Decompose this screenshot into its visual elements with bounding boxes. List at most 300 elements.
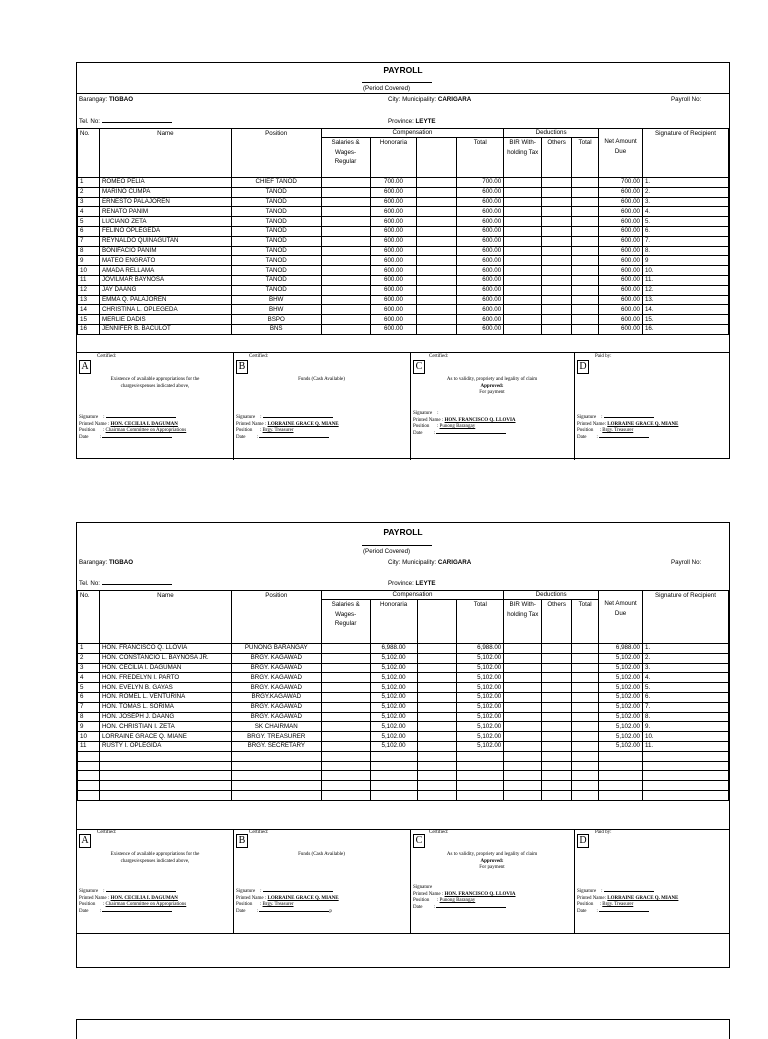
- cell-honoraria: 5,102.00: [370, 712, 417, 722]
- cell-position: BRGY. KAGAWAD: [231, 653, 321, 663]
- cell-name: HON. ROMEL L. VENTURINA: [99, 692, 231, 702]
- payroll-title: PAYROLL: [383, 65, 423, 75]
- cell-honoraria: 600.00: [370, 295, 417, 305]
- cell-net: 5,102.00: [599, 692, 643, 702]
- cell-sig: 3.: [642, 197, 728, 207]
- cell-sig: 4.: [643, 673, 729, 683]
- cell-name: HON. TOMAS L. SORIMA: [99, 702, 231, 712]
- city-row: City: Municipality: CARIGARA: [388, 559, 472, 566]
- cell-position: BHW: [231, 305, 321, 315]
- cell-total: 5,102.00: [457, 702, 504, 712]
- col-name: Name: [99, 591, 231, 644]
- cell-total: 600.00: [457, 324, 504, 334]
- table-row: [78, 653, 729, 663]
- cell-total: 600.00: [457, 305, 504, 315]
- tel-row: Tel. No:: [79, 580, 172, 587]
- cell-sig: 10.: [642, 266, 728, 276]
- empty-row: [78, 790, 729, 800]
- cell-net: 5,102.00: [599, 741, 643, 751]
- period-blank: [362, 545, 432, 546]
- table-row: [78, 712, 729, 722]
- col-ded-total: Total: [572, 138, 599, 178]
- table-row: [78, 644, 729, 654]
- cell-net: 5,102.00: [599, 663, 643, 673]
- col-no: No.: [78, 129, 100, 178]
- cell-net: 600.00: [599, 285, 643, 295]
- table-row: [78, 275, 729, 285]
- cert-box-d: D: [577, 834, 589, 848]
- cell-total: 600.00: [457, 295, 504, 305]
- table-row: [78, 217, 729, 227]
- cell-honoraria: 600.00: [370, 275, 417, 285]
- payroll-title: PAYROLL: [383, 527, 423, 537]
- col-bir: BIR With- holding Tax: [504, 600, 542, 644]
- col-compensation: Compensation: [321, 129, 504, 138]
- col-honoraria: Honoraria: [370, 600, 417, 644]
- cell-position: TANOD: [231, 207, 321, 217]
- city-value: CARIGARA: [437, 96, 472, 103]
- cell-total: 600.00: [457, 197, 504, 207]
- cell-honoraria: 5,102.00: [370, 741, 417, 751]
- tel-blank: [102, 122, 172, 123]
- payroll-table-1: [77, 128, 729, 335]
- cert-b-fields: Signature : Printed Name : LORRAINE GRACE Q. MIANE Position : Brgy. Treasurer Date :: [236, 415, 339, 440]
- cert-box-c: C: [413, 834, 425, 848]
- table-row: [78, 285, 729, 295]
- empty-row: [78, 751, 729, 761]
- cell-sig: 15.: [642, 315, 728, 325]
- empty-row: [78, 781, 729, 791]
- cell-no: 4: [78, 207, 100, 217]
- payroll-sheet-2: [76, 522, 730, 968]
- cell-sig: 1.: [643, 644, 729, 654]
- col-net: Net Amount Due: [599, 591, 643, 644]
- cell-position: TANOD: [231, 187, 321, 197]
- cell-net: 600.00: [599, 226, 643, 236]
- cell-position: BHW: [231, 295, 321, 305]
- cell-position: BRGY. KAGAWAD: [231, 712, 321, 722]
- cell-name: JAY DAANG: [99, 285, 231, 295]
- cell-position: TANOD: [231, 226, 321, 236]
- cell-honoraria: 600.00: [370, 187, 417, 197]
- cell-no: 12: [78, 285, 100, 295]
- cert-a-fields: Signature : Printed Name : HON. CECILIA I. DAGUMAN Position : Chairman Committee on Appropriations Date :: [79, 415, 187, 440]
- table-row: [78, 305, 729, 315]
- cell-honoraria: 5,102.00: [370, 663, 417, 673]
- cell-total: 5,102.00: [457, 712, 504, 722]
- cell-no: 13: [78, 295, 100, 305]
- cell-net: 600.00: [599, 256, 643, 266]
- payroll-table-2: [77, 590, 729, 801]
- cell-total: 5,102.00: [457, 741, 504, 751]
- table-row: [78, 663, 729, 673]
- cell-position: BRGY. KAGAWAD: [231, 702, 321, 712]
- col-salaries: Salaries & Wages- Regular: [321, 600, 370, 644]
- city-value: CARIGARA: [437, 559, 472, 566]
- table-row: [78, 207, 729, 217]
- col-honoraria: Honoraria: [370, 138, 417, 178]
- col-position: Position: [231, 591, 321, 644]
- cert-box-a: A: [79, 360, 91, 374]
- cell-sig: 4.: [642, 207, 728, 217]
- province-row: Province: LEYTE: [388, 580, 436, 587]
- col-others: Others: [542, 600, 572, 644]
- col-salaries: Salaries & Wages- Regular: [321, 138, 370, 178]
- cell-sig: 12.: [642, 285, 728, 295]
- cell-net: 5,102.00: [599, 702, 643, 712]
- cert-a-position: Chairman Committee on Appropriations: [105, 428, 187, 433]
- province-label: Province:: [388, 118, 414, 125]
- cell-position: PUNONG BARANGAY: [231, 644, 321, 654]
- cell-no: 4: [78, 673, 100, 683]
- city-row: [388, 96, 471, 103]
- cell-name: AMADA RELLAMA: [99, 266, 231, 276]
- payroll-rows-2: [78, 644, 729, 801]
- cell-name: LUCIANO ZETA: [99, 217, 231, 227]
- cell-name: RENATO PANIM: [99, 207, 231, 217]
- cell-position: TANOD: [231, 217, 321, 227]
- cell-net: 600.00: [599, 187, 643, 197]
- cert-a-text: Existence of available appropriations for the charges/expenses indicated above,: [110, 377, 200, 389]
- cell-net: 6,988.00: [599, 644, 643, 654]
- cell-position: TANOD: [231, 246, 321, 256]
- col-compensation: Compensation: [321, 591, 504, 600]
- cert-a-label: Certified:: [97, 354, 117, 359]
- cell-no: 5: [78, 683, 100, 693]
- cell-position: BRGY. KAGAWAD: [231, 683, 321, 693]
- cell-honoraria: 600.00: [370, 197, 417, 207]
- table-row: [78, 673, 729, 683]
- col-net: Net Amount Due: [599, 129, 643, 178]
- cert-a-name: HON. CECILIA I. DAGUMAN: [110, 895, 178, 901]
- table-row: [78, 692, 729, 702]
- cell-honoraria: 600.00: [370, 246, 417, 256]
- cell-position: BRGY. KAGAWAD: [231, 663, 321, 673]
- cell-name: LORRAINE GRACE Q. MIANE: [99, 732, 231, 742]
- cell-total: 600.00: [457, 315, 504, 325]
- cell-sig: 16.: [642, 324, 728, 334]
- cell-name: FELINO OPLEGEDA: [99, 226, 231, 236]
- cert-b-name: LORRAINE GRACE Q. MIANE: [267, 421, 339, 427]
- barangay-row: Barangay: TIGBAO: [79, 559, 134, 566]
- cert-a-name: HON. CECILIA I. DAGUMAN: [110, 421, 178, 427]
- cell-name: EMMA Q. PALAJOREN: [99, 295, 231, 305]
- cert-box-c: C: [413, 360, 425, 374]
- cert-c-label: Certified:: [429, 354, 449, 359]
- table-row: [78, 246, 729, 256]
- tel-label: Tel. No:: [79, 118, 100, 125]
- table-row: [78, 315, 729, 325]
- cert-d-label: Paid by:: [595, 830, 612, 835]
- cert-d-name: LORRAINE GRACE Q. MIANE: [607, 895, 679, 901]
- cell-total: 5,102.00: [457, 653, 504, 663]
- table-row: [78, 702, 729, 712]
- payroll-rows-1: [78, 178, 729, 335]
- col-ded-total: Total: [572, 600, 599, 644]
- cell-honoraria: 6,988.00: [370, 644, 417, 654]
- cell-sig: 8.: [642, 246, 728, 256]
- col-name: Name: [99, 129, 231, 178]
- cell-name: HON. FRANCISCO Q. LLOVIA: [99, 644, 231, 654]
- table-row: [78, 722, 729, 732]
- cert-c-fields: Signature Printed Name : HON. FRANCISCO Q. LLOVIA Position : Punong Barangay Date :: [413, 885, 516, 910]
- cell-no: 5: [78, 217, 100, 227]
- payroll-sheet-1: [76, 62, 730, 459]
- cell-no: 9: [78, 722, 100, 732]
- table-row: [78, 741, 729, 751]
- cell-no: 3: [78, 663, 100, 673]
- cell-name: CHRISTINA L. OPLEGEDA: [99, 305, 231, 315]
- province-value: LEYTE: [415, 580, 436, 587]
- cell-net: 5,102.00: [599, 683, 643, 693]
- col-others: Others: [542, 138, 572, 178]
- cell-honoraria: 5,102.00: [370, 653, 417, 663]
- cert-c-name: HON. FRANCISCO Q. LLOVIA: [444, 417, 516, 423]
- payroll-no-label: Payroll No:: [671, 96, 702, 103]
- cell-net: 600.00: [599, 246, 643, 256]
- cell-honoraria: 600.00: [370, 207, 417, 217]
- cell-name: ERNESTO PALAJOREN: [99, 197, 231, 207]
- cell-sig: 11.: [642, 275, 728, 285]
- cell-no: 16: [78, 324, 100, 334]
- col-position: Position: [231, 129, 321, 178]
- city-label: City: Municipality:: [388, 96, 437, 103]
- cell-name: RUSTY I. OPLEGIDA: [99, 741, 231, 751]
- cell-net: 600.00: [599, 236, 643, 246]
- cell-position: CHIEF TANOD: [231, 178, 321, 188]
- cell-net: 600.00: [599, 315, 643, 325]
- cert-c-text: As to validity, propriety and legality of claim Approved: For payment: [446, 852, 538, 870]
- cell-total: 5,102.00: [457, 692, 504, 702]
- cell-sig: 2.: [643, 653, 729, 663]
- cell-no: 3: [78, 197, 100, 207]
- cell-name: HON. CHRISTIAN I. ZETA: [99, 722, 231, 732]
- cert-b-label: Certified:: [249, 354, 269, 359]
- cell-net: 600.00: [599, 275, 643, 285]
- cell-name: HON. CECILIA I. DAGUMAN: [99, 663, 231, 673]
- col-no: No.: [78, 591, 100, 644]
- cell-net: 600.00: [599, 197, 643, 207]
- cell-sig: 9: [642, 256, 728, 266]
- cell-position: TANOD: [231, 197, 321, 207]
- cell-honoraria: 600.00: [370, 315, 417, 325]
- cell-net: 5,102.00: [599, 722, 643, 732]
- cell-position: TANOD: [231, 275, 321, 285]
- table-row: [78, 683, 729, 693]
- cell-honoraria: 5,102.00: [370, 692, 417, 702]
- cell-total: 5,102.00: [457, 663, 504, 673]
- cell-total: 600.00: [457, 275, 504, 285]
- col-deductions: Deductions: [504, 129, 599, 138]
- cell-sig: 3.: [643, 663, 729, 673]
- cert-c-position: Punong Barangay: [439, 424, 476, 429]
- col-total: Total: [457, 138, 504, 178]
- cell-total: 600.00: [457, 266, 504, 276]
- cert-a-label: Certified:: [97, 830, 117, 835]
- cell-no: 8: [78, 712, 100, 722]
- province-row: [388, 118, 435, 125]
- cert-d-fields: Signature : Printed Name: LORRAINE GRACE Q. MIANE Position : Brgy. Treasurer Date :: [577, 889, 679, 914]
- table-row: [78, 187, 729, 197]
- cell-name: JOVILMAR BAYNOSA: [99, 275, 231, 285]
- barangay-value: TIGBAO: [108, 559, 134, 566]
- table-row: [78, 236, 729, 246]
- cell-no: 1: [78, 178, 100, 188]
- cell-net: 600.00: [599, 305, 643, 315]
- cell-position: BRGY.KAGAWAD: [231, 692, 321, 702]
- cell-name: MERLIE DADIS: [99, 315, 231, 325]
- barangay-label: Barangay:: [79, 96, 108, 103]
- cell-total: 600.00: [457, 226, 504, 236]
- cell-honoraria: 5,102.00: [370, 722, 417, 732]
- col-signature: Signature of Recipient: [642, 129, 728, 178]
- cert-box-d: D: [577, 360, 589, 374]
- cell-sig: 5.: [643, 683, 729, 693]
- cell-no: 7: [78, 236, 100, 246]
- cell-sig: 7.: [642, 236, 728, 246]
- cert-b-position: Brgy. Treasurer: [262, 428, 294, 433]
- cell-name: ROMEO PELIA: [99, 178, 231, 188]
- cell-honoraria: 600.00: [370, 236, 417, 246]
- cert-box-b: B: [236, 360, 248, 374]
- cell-net: 5,102.00: [599, 673, 643, 683]
- cell-sig: 7.: [643, 702, 729, 712]
- cell-total: 600.00: [457, 246, 504, 256]
- cell-sig: 11.: [643, 741, 729, 751]
- table-row: [78, 226, 729, 236]
- cell-net: 600.00: [599, 324, 643, 334]
- cell-name: BONIFACIO PANIM: [99, 246, 231, 256]
- payroll-sheet-3-partial: [76, 1019, 730, 1039]
- barangay-row: [79, 96, 133, 103]
- cell-total: 600.00: [457, 236, 504, 246]
- period-blank: [362, 82, 432, 83]
- cell-no: 6: [78, 226, 100, 236]
- cell-honoraria: 5,102.00: [370, 673, 417, 683]
- cell-name: HON. FREDELYN I. PARTO: [99, 673, 231, 683]
- col-signature: Signature of Recipient: [643, 591, 729, 644]
- cell-name: MARINO CUMPA: [99, 187, 231, 197]
- cell-total: 700.00: [457, 178, 504, 188]
- payroll-no-label: Payroll No:: [671, 559, 702, 566]
- cell-net: 700.00: [599, 178, 643, 188]
- cert-a-fields: Signature : Printed Name : HON. CECILIA I. DAGUMAN Position : Chairman Committee on Appropriations Date :: [79, 889, 187, 914]
- cell-no: 11: [78, 741, 100, 751]
- cell-honoraria: 5,102.00: [370, 702, 417, 712]
- cell-honoraria: 600.00: [370, 305, 417, 315]
- cell-no: 7: [78, 702, 100, 712]
- cert-d-fields: Signature : Printed Name: LORRAINE GRACE Q. MIANE Position : Brgy. Treasurer Date :: [577, 415, 679, 440]
- cell-sig: 13.: [642, 295, 728, 305]
- cell-net: 600.00: [599, 207, 643, 217]
- barangay-value: TIGBAO: [108, 96, 134, 103]
- cert-box-a: A: [79, 834, 91, 848]
- col-deductions: Deductions: [504, 591, 599, 600]
- cert-b-name: LORRAINE GRACE Q. MIANE: [267, 895, 339, 901]
- cell-no: 9: [78, 256, 100, 266]
- table-row: [78, 256, 729, 266]
- table-row: [78, 295, 729, 305]
- cert-d-name: LORRAINE GRACE Q. MIANE: [607, 421, 679, 427]
- cell-sig: 8.: [643, 712, 729, 722]
- cell-sig: 6.: [642, 226, 728, 236]
- empty-row: [78, 761, 729, 771]
- cell-total: 5,102.00: [457, 722, 504, 732]
- cell-honoraria: 5,102.00: [370, 732, 417, 742]
- cert-d-label: Paid by:: [595, 354, 612, 359]
- cell-sig: 9.: [643, 722, 729, 732]
- cell-position: TANOD: [231, 266, 321, 276]
- cell-position: BRGY. TREASURER: [231, 732, 321, 742]
- cert-c-text: As to validity, propriety and legality of claim Approved: For payment: [446, 377, 538, 395]
- cell-position: BRGY. KAGAWAD: [231, 673, 321, 683]
- cell-no: 2: [78, 187, 100, 197]
- empty-row: [78, 771, 729, 781]
- cell-position: TANOD: [231, 236, 321, 246]
- table-row: [78, 178, 729, 188]
- cell-sig: 5.: [642, 217, 728, 227]
- cert-b-fields: Signature : Printed Name : LORRAINE GRACE Q. MIANE Position : Brgy. Treasurer Date : p: [236, 889, 339, 914]
- cert-b-text: Funds (Cash Available): [298, 852, 345, 857]
- cell-no: 10: [78, 266, 100, 276]
- cell-position: BSPO: [231, 315, 321, 325]
- cell-total: 600.00: [457, 256, 504, 266]
- cell-no: 2: [78, 653, 100, 663]
- cell-position: SK CHAIRMAN: [231, 722, 321, 732]
- cell-sig: 2.: [642, 187, 728, 197]
- period-covered: (Period Covered): [363, 85, 411, 92]
- cell-name: HON. EVELYN B. GAYAS: [99, 683, 231, 693]
- period-covered: (Period Covered): [363, 548, 411, 555]
- cell-net: 5,102.00: [599, 712, 643, 722]
- cell-total: 6,988.00: [457, 644, 504, 654]
- cell-total: 5,102.00: [457, 673, 504, 683]
- cell-total: 600.00: [457, 207, 504, 217]
- cell-total: 5,102.00: [457, 732, 504, 742]
- table-row: [78, 732, 729, 742]
- cell-position: TANOD: [231, 285, 321, 295]
- cell-name: HON. CONSTANCIO L. BAYNOSA JR.: [99, 653, 231, 663]
- cell-name: JENNIFER B. BACULOT: [99, 324, 231, 334]
- cell-honoraria: 5,102.00: [370, 683, 417, 693]
- cert-d-position: Brgy. Treasurer: [602, 428, 634, 433]
- cell-position: TANOD: [231, 256, 321, 266]
- cell-sig: 1.: [642, 178, 728, 188]
- cell-total: 600.00: [457, 285, 504, 295]
- cell-no: 10: [78, 732, 100, 742]
- table-row: [78, 324, 729, 334]
- cell-name: HON. JOSEPH J. DAANG: [99, 712, 231, 722]
- cell-honoraria: 600.00: [370, 217, 417, 227]
- cell-net: 600.00: [599, 217, 643, 227]
- cell-honoraria: 600.00: [370, 266, 417, 276]
- cell-no: 8: [78, 246, 100, 256]
- cell-net: 5,102.00: [599, 653, 643, 663]
- cert-b-label: Certified:: [249, 830, 269, 835]
- cell-no: 14: [78, 305, 100, 315]
- cert-a-text: Existence of available appropriations for the charges/expenses indicated above,: [110, 852, 200, 864]
- cell-net: 5,102.00: [599, 732, 643, 742]
- table-row: [78, 266, 729, 276]
- cell-honoraria: 700.00: [370, 178, 417, 188]
- cell-honoraria: 600.00: [370, 256, 417, 266]
- cell-sig: 10.: [643, 732, 729, 742]
- cell-no: 11: [78, 275, 100, 285]
- col-bir: BIR With- holding Tax: [504, 138, 542, 178]
- table-row: [78, 197, 729, 207]
- cert-c-fields: Signature : Printed Name : HON. FRANCISCO Q. LLOVIA Position : Punong Barangay Date :: [413, 411, 516, 436]
- col-total: Total: [457, 600, 504, 644]
